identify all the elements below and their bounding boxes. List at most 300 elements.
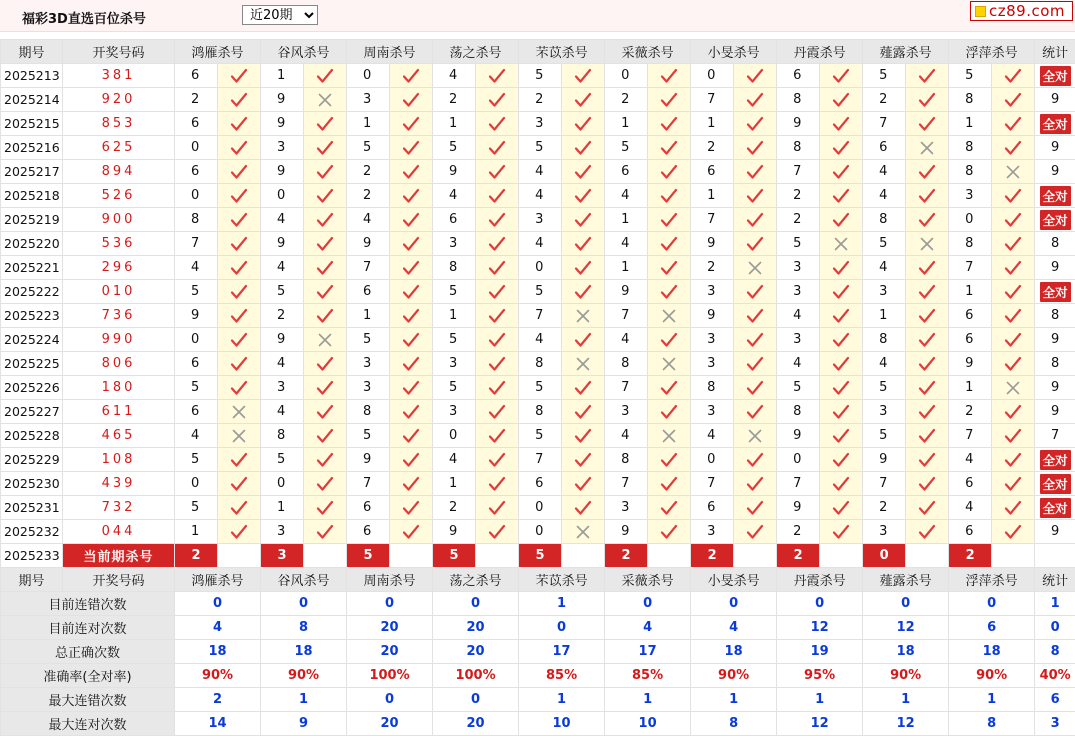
result-mark	[648, 496, 691, 520]
check-icon	[918, 260, 936, 276]
check-icon	[660, 68, 678, 84]
all-correct-badge: 全对	[1040, 282, 1071, 302]
check-icon	[832, 380, 850, 396]
column-header: 丹霞杀号	[777, 568, 863, 592]
issue-number: 2025214	[1, 88, 63, 112]
kill-number: 3	[261, 520, 304, 544]
kill-number: 1	[175, 520, 218, 544]
all-correct-badge: 全对	[1040, 498, 1071, 518]
check-icon	[402, 284, 420, 300]
check-icon	[918, 452, 936, 468]
result-mark	[390, 472, 433, 496]
result-mark	[562, 88, 605, 112]
check-icon	[316, 500, 334, 516]
current-kill-number: 2	[605, 544, 648, 568]
kill-number: 3	[691, 352, 734, 376]
kill-number: 6	[175, 160, 218, 184]
kill-number: 5	[261, 448, 304, 472]
result-mark	[218, 520, 261, 544]
kill-number: 9	[175, 304, 218, 328]
check-icon	[316, 188, 334, 204]
kill-number: 9	[347, 232, 390, 256]
kill-number: 9	[261, 88, 304, 112]
row-stat	[1035, 352, 1075, 376]
kill-number: 3	[605, 496, 648, 520]
stats-value: 9	[261, 712, 347, 736]
check-icon	[832, 212, 850, 228]
stats-value: 0	[433, 688, 519, 712]
result-mark	[562, 328, 605, 352]
kill-number: 7	[605, 376, 648, 400]
result-mark	[218, 184, 261, 208]
check-icon	[402, 164, 420, 180]
check-icon	[230, 140, 248, 156]
row-stat	[1035, 376, 1075, 400]
result-mark	[648, 280, 691, 304]
kill-number: 6	[691, 160, 734, 184]
row-stat	[1035, 64, 1075, 88]
check-icon	[660, 500, 678, 516]
stats-value: 0	[261, 592, 347, 616]
check-icon	[660, 236, 678, 252]
result-mark	[476, 232, 519, 256]
result-mark	[906, 496, 949, 520]
kill-number: 4	[347, 208, 390, 232]
kill-number: 7	[863, 472, 906, 496]
check-icon	[660, 260, 678, 276]
result-mark	[906, 520, 949, 544]
result-mark	[906, 472, 949, 496]
result-mark	[992, 424, 1035, 448]
kill-number: 3	[605, 400, 648, 424]
stats-row	[1, 616, 1075, 640]
stats-value: 20	[433, 712, 519, 736]
check-icon	[402, 68, 420, 84]
kill-number: 9	[605, 280, 648, 304]
check-icon	[660, 116, 678, 132]
kill-number: 3	[347, 352, 390, 376]
result-mark	[648, 472, 691, 496]
kill-number: 4	[433, 64, 476, 88]
check-icon	[402, 332, 420, 348]
current-kill-number: 5	[433, 544, 476, 568]
result-mark	[390, 520, 433, 544]
check-icon	[402, 428, 420, 444]
stats-value: 1	[605, 688, 691, 712]
stats-label: 目前连错次数	[1, 592, 175, 616]
kill-number: 8	[605, 448, 648, 472]
check-icon	[746, 500, 764, 516]
column-header: 小旻杀号	[691, 568, 777, 592]
cross-icon	[919, 236, 935, 252]
issue-number: 2025215	[1, 112, 63, 136]
kill-number: 3	[777, 280, 820, 304]
check-icon	[402, 476, 420, 492]
check-icon	[316, 284, 334, 300]
cross-icon	[575, 524, 591, 540]
result-mark	[476, 184, 519, 208]
draw-number: 526	[63, 184, 175, 208]
row-stat	[1035, 112, 1075, 136]
check-icon	[832, 140, 850, 156]
stats-row	[1, 640, 1075, 664]
kill-number: 4	[777, 304, 820, 328]
result-mark	[304, 88, 347, 112]
result-mark	[476, 400, 519, 424]
kill-number: 6	[949, 328, 992, 352]
check-icon	[488, 164, 506, 180]
kill-number: 4	[605, 424, 648, 448]
check-icon	[918, 212, 936, 228]
row-stat	[1035, 232, 1075, 256]
kill-number: 0	[175, 184, 218, 208]
check-icon	[832, 116, 850, 132]
check-icon	[832, 164, 850, 180]
check-icon	[1004, 212, 1022, 228]
issue-number: 2025233	[1, 544, 63, 568]
kill-number: 7	[347, 256, 390, 280]
stats-value: 12	[777, 712, 863, 736]
check-icon	[488, 428, 506, 444]
result-mark	[562, 424, 605, 448]
check-icon	[918, 68, 936, 84]
result-mark	[820, 400, 863, 424]
check-icon	[746, 380, 764, 396]
draw-number: 736	[63, 304, 175, 328]
check-icon	[402, 404, 420, 420]
check-icon	[746, 140, 764, 156]
kill-number: 2	[605, 88, 648, 112]
stats-value: 4	[175, 616, 261, 640]
result-mark	[390, 88, 433, 112]
kill-number: 8	[519, 352, 562, 376]
result-mark	[992, 256, 1035, 280]
stats-value: 8	[691, 712, 777, 736]
result-mark	[648, 160, 691, 184]
check-icon	[660, 404, 678, 420]
row-stat	[1035, 400, 1075, 424]
kill-number: 3	[261, 376, 304, 400]
kill-number: 4	[175, 256, 218, 280]
kill-number: 4	[433, 448, 476, 472]
kill-number: 9	[949, 352, 992, 376]
result-mark	[992, 400, 1035, 424]
check-icon	[230, 308, 248, 324]
result-mark	[648, 64, 691, 88]
draw-number: 010	[63, 280, 175, 304]
table-row	[1, 328, 1075, 352]
result-mark	[476, 328, 519, 352]
result-mark	[304, 304, 347, 328]
check-icon	[660, 524, 678, 540]
kill-number: 1	[433, 112, 476, 136]
kill-number: 6	[949, 472, 992, 496]
correct-count: 7	[1051, 428, 1059, 443]
result-mark	[304, 112, 347, 136]
current-kill-number: 2	[949, 544, 992, 568]
result-mark	[820, 304, 863, 328]
header-row	[1, 568, 1075, 592]
kill-number: 5	[261, 280, 304, 304]
result-mark	[734, 472, 777, 496]
check-icon	[316, 68, 334, 84]
stats-value: 6	[949, 616, 1035, 640]
result-mark	[476, 280, 519, 304]
kill-number: 5	[519, 136, 562, 160]
result-mark	[734, 64, 777, 88]
kill-number: 7	[691, 208, 734, 232]
kill-number: 5	[777, 232, 820, 256]
stats-value: 12	[777, 616, 863, 640]
result-mark	[218, 136, 261, 160]
check-icon	[746, 164, 764, 180]
cross-icon	[575, 356, 591, 372]
issue-number: 2025223	[1, 304, 63, 328]
result-mark	[218, 352, 261, 376]
cross-icon	[747, 260, 763, 276]
check-icon	[660, 140, 678, 156]
kill-number: 6	[605, 160, 648, 184]
result-mark	[992, 112, 1035, 136]
result-mark	[992, 160, 1035, 184]
kill-number: 7	[949, 256, 992, 280]
result-mark	[304, 280, 347, 304]
result-mark	[562, 64, 605, 88]
check-icon	[746, 356, 764, 372]
result-mark	[992, 352, 1035, 376]
stats-value: 20	[433, 616, 519, 640]
result-mark	[992, 88, 1035, 112]
cross-icon	[747, 428, 763, 444]
check-icon	[660, 380, 678, 396]
stats-value: 4	[605, 616, 691, 640]
result-mark	[390, 136, 433, 160]
check-icon	[402, 524, 420, 540]
empty-cell	[304, 544, 347, 568]
correct-count: 9	[1051, 524, 1059, 539]
kill-number: 1	[433, 304, 476, 328]
check-icon	[402, 188, 420, 204]
draw-number: 108	[63, 448, 175, 472]
check-icon	[230, 524, 248, 540]
result-mark	[304, 496, 347, 520]
kill-number: 5	[347, 328, 390, 352]
result-mark	[992, 136, 1035, 160]
kill-number: 4	[519, 184, 562, 208]
empty-cell	[218, 544, 261, 568]
kill-number: 0	[175, 328, 218, 352]
check-icon	[574, 332, 592, 348]
kill-number: 4	[261, 208, 304, 232]
kill-number: 7	[175, 232, 218, 256]
kill-number: 2	[863, 88, 906, 112]
kill-number: 9	[691, 232, 734, 256]
current-kill-number: 0	[863, 544, 906, 568]
kill-number: 0	[519, 496, 562, 520]
check-icon	[230, 92, 248, 108]
result-mark	[476, 520, 519, 544]
row-stat	[1035, 520, 1075, 544]
result-mark	[390, 424, 433, 448]
draw-number: 853	[63, 112, 175, 136]
result-mark	[734, 304, 777, 328]
result-mark	[562, 448, 605, 472]
result-mark	[820, 520, 863, 544]
check-icon	[316, 236, 334, 252]
kill-number: 3	[949, 184, 992, 208]
kill-number: 9	[261, 112, 304, 136]
correct-count: 8	[1051, 236, 1059, 251]
table-row	[1, 352, 1075, 376]
stats-value: 90%	[175, 664, 261, 688]
draw-number: 900	[63, 208, 175, 232]
check-icon	[488, 260, 506, 276]
result-mark	[476, 256, 519, 280]
stats-value: 85%	[519, 664, 605, 688]
issue-number: 2025232	[1, 520, 63, 544]
kill-number: 5	[347, 136, 390, 160]
kill-number: 7	[691, 472, 734, 496]
kill-number: 0	[175, 136, 218, 160]
check-icon	[832, 284, 850, 300]
column-header: 开奖号码	[63, 568, 175, 592]
issue-number: 2025228	[1, 424, 63, 448]
check-icon	[488, 524, 506, 540]
kill-number: 5	[863, 424, 906, 448]
kill-number: 1	[261, 64, 304, 88]
check-icon	[918, 500, 936, 516]
kill-number: 6	[175, 64, 218, 88]
result-mark	[992, 232, 1035, 256]
result-mark	[734, 136, 777, 160]
draw-number: 465	[63, 424, 175, 448]
result-mark	[648, 424, 691, 448]
result-mark	[734, 112, 777, 136]
check-icon	[230, 380, 248, 396]
kill-number: 1	[605, 208, 648, 232]
kill-number: 8	[777, 88, 820, 112]
empty-cell	[476, 544, 519, 568]
check-icon	[488, 236, 506, 252]
check-icon	[918, 188, 936, 204]
cross-icon	[661, 356, 677, 372]
stats-total: 40%	[1035, 664, 1075, 688]
kill-number: 5	[433, 280, 476, 304]
column-header: 采薇杀号	[605, 568, 691, 592]
check-icon	[918, 116, 936, 132]
table-row	[1, 520, 1075, 544]
empty-cell	[992, 544, 1035, 568]
kill-number: 0	[261, 472, 304, 496]
check-icon	[402, 140, 420, 156]
table-row	[1, 208, 1075, 232]
period-select[interactable]	[242, 5, 318, 25]
column-header: 芣苡杀号	[519, 40, 605, 64]
site-logo[interactable]	[970, 1, 1073, 21]
stats-value: 18	[949, 640, 1035, 664]
stats-row	[1, 688, 1075, 712]
correct-count: 9	[1051, 92, 1059, 107]
empty-cell	[562, 544, 605, 568]
stats-value: 18	[691, 640, 777, 664]
result-mark	[820, 280, 863, 304]
result-mark	[992, 328, 1035, 352]
result-mark	[648, 184, 691, 208]
result-mark	[906, 448, 949, 472]
result-mark	[304, 328, 347, 352]
result-mark	[562, 496, 605, 520]
check-icon	[574, 164, 592, 180]
current-kill-number: 2	[691, 544, 734, 568]
kill-number: 1	[261, 496, 304, 520]
check-icon	[574, 428, 592, 444]
all-correct-badge: 全对	[1040, 210, 1071, 230]
check-icon	[402, 308, 420, 324]
result-mark	[820, 136, 863, 160]
draw-number: 536	[63, 232, 175, 256]
result-mark	[820, 64, 863, 88]
check-icon	[918, 380, 936, 396]
check-icon	[488, 308, 506, 324]
kill-number: 5	[777, 376, 820, 400]
check-icon	[1004, 428, 1022, 444]
result-mark	[820, 160, 863, 184]
result-mark	[218, 280, 261, 304]
check-icon	[574, 92, 592, 108]
result-mark	[734, 280, 777, 304]
check-icon	[832, 188, 850, 204]
correct-count: 9	[1051, 140, 1059, 155]
kill-number: 4	[261, 400, 304, 424]
kill-number: 2	[433, 496, 476, 520]
result-mark	[992, 496, 1035, 520]
check-icon	[574, 476, 592, 492]
check-icon	[918, 404, 936, 420]
kill-number: 4	[261, 256, 304, 280]
draw-number: 439	[63, 472, 175, 496]
result-mark	[218, 208, 261, 232]
column-header: 芣苡杀号	[519, 568, 605, 592]
check-icon	[574, 284, 592, 300]
kill-number: 5	[605, 136, 648, 160]
row-stat	[1035, 304, 1075, 328]
kill-number: 0	[691, 448, 734, 472]
kill-number: 8	[949, 136, 992, 160]
check-icon	[746, 404, 764, 420]
correct-count: 8	[1051, 356, 1059, 371]
current-kill-number: 3	[261, 544, 304, 568]
result-mark	[734, 232, 777, 256]
check-icon	[488, 380, 506, 396]
check-icon	[488, 140, 506, 156]
kill-number: 3	[863, 400, 906, 424]
stats-value: 1	[519, 688, 605, 712]
check-icon	[832, 404, 850, 420]
kill-number: 3	[347, 88, 390, 112]
kill-number: 9	[261, 160, 304, 184]
row-stat	[1035, 280, 1075, 304]
column-header: 谷风杀号	[261, 40, 347, 64]
issue-number: 2025222	[1, 280, 63, 304]
kill-number: 8	[175, 208, 218, 232]
kill-number: 9	[777, 112, 820, 136]
result-mark	[562, 160, 605, 184]
kill-number: 9	[261, 232, 304, 256]
kill-number: 4	[691, 424, 734, 448]
kill-number: 2	[777, 184, 820, 208]
kill-number: 1	[605, 256, 648, 280]
result-mark	[906, 112, 949, 136]
